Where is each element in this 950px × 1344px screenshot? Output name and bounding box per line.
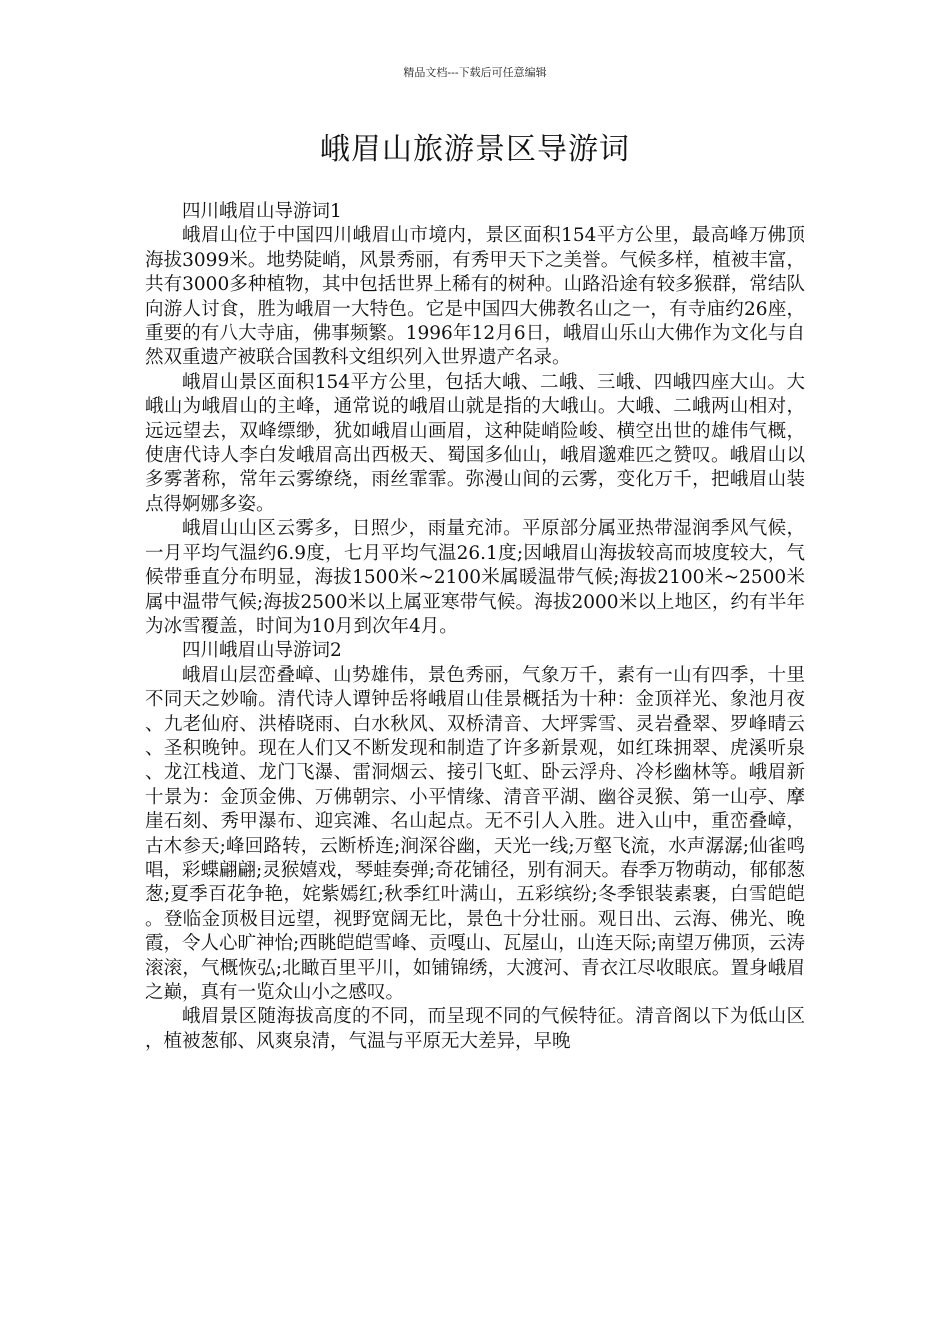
paragraph: 峨眉山山区云雾多，日照少，雨量充沛。平原部分属亚热带湿润季风气候，一月平均气温约6.9度，七月平均气温26.1度;因峨眉山海拔较高而坡度较大，气候带垂直分布明显，海拔1500米~2100米属暖温带气候;海拔2100米~2500米属中温带气候;海拔2500米以上属亚寒带气候。海拔2000米以上地区，约有半年为冰雪覆盖，时间为10月到次年4月。: [145, 518, 805, 637]
paragraph: 峨眉山景区面积154平方公里，包括大峨、二峨、三峨、四峨四座大山。大峨山为峨眉山的主峰，通常说的峨眉山就是指的大峨山。大峨、二峨两山相对，远远望去，双峰缥缈，犹如峨眉山画眉，这种陡峭险峻、横空出世的雄伟气概，使唐代诗人李白发峨眉高出西极天、蜀国多仙山，峨眉邈难匹之赞叹。峨眉山以多雾著称，常年云雾缭绕，雨丝霏霏。弥漫山间的云雾，变化万千，把峨眉山装点得婀娜多姿。: [145, 371, 805, 515]
document-title: 峨眉山旅游景区导游词: [320, 132, 630, 167]
paragraph: 峨眉山层峦叠嶂、山势雄伟，景色秀丽，气象万千，素有一山有四季，十里不同天之妙喻。清代诗人谭钟岳将峨眉山佳景概括为十种：金顶祥光、象池月夜、九老仙府、洪椿晓雨、白水秋风、双桥清音、大坪霁雪、灵岩叠翠、罗峰晴云、圣积晚钟。现在人们又不断发现和制造了许多新景观，如红珠拥翠、虎溪听泉、龙江栈道、龙门飞瀑、雷洞烟云、接引飞虹、卧云浮舟、冷杉幽林等。峨眉新十景为：金顶金佛、万佛朝宗、小平情缘、清音平湖、幽谷灵猴、第一山亭、摩崖石刻、秀甲瀑布、迎宾滩、名山起点。无不引人入胜。进入山中，重峦叠嶂，古木参天;峰回路转，云断桥连;涧深谷幽，天光一线;万壑飞流，水声潺潺;仙雀鸣唱，彩蝶翩翩;灵猴嬉戏，琴蛙奏弹;奇花铺径，别有洞天。春季万物萌动，郁郁葱葱;夏季百花争艳，姹紫嫣红;秋季红叶满山，五彩缤纷;冬季银装素裹，白雪皑皑。登临金顶极目远望，视野宽阔无比，景色十分壮丽。观日出、云海、佛光、晚霞，令人心旷神怡;西眺皑皑雪峰、贡嘎山、瓦屋山，山连天际;南望万佛顶，云涛滚滚，气概恢弘;北瞰百里平川，如铺锦绣，大渡河、青衣江尽收眼底。置身峨眉之巅，真有一览众山小之感叹。: [145, 664, 805, 1003]
header-note: 精品文档---下载后可任意编辑: [403, 66, 547, 79]
paragraph: 峨眉景区随海拔高度的不同，而呈现不同的气候特征。清音阁以下为低山区，植被葱郁、风爽泉清，气温与平原无大差异，早晚: [145, 1006, 805, 1052]
section-heading-2: 四川峨眉山导游词2: [182, 640, 342, 662]
paragraph: 峨眉山位于中国四川峨眉山市境内，景区面积154平方公里，最高峰万佛顶海拔3099米。地势陡峭，风景秀丽，有秀甲天下之美誉。气候多样，植被丰富，共有3000多种植物，其中包括世界上稀有的树种。山路沿途有较多猴群，常结队向游人讨食，胜为峨眉一大特色。它是中国四大佛教名山之一，有寺庙约26座，重要的有八大寺庙，佛事频繁。1996年12月6日，峨眉山乐山大佛作为文化与自然双重遗产被联合国教科文组织列入世界遗产名录。: [145, 225, 805, 369]
section-heading-1: 四川峨眉山导游词1: [182, 201, 342, 222]
document-body: [145, 200, 805, 1054]
